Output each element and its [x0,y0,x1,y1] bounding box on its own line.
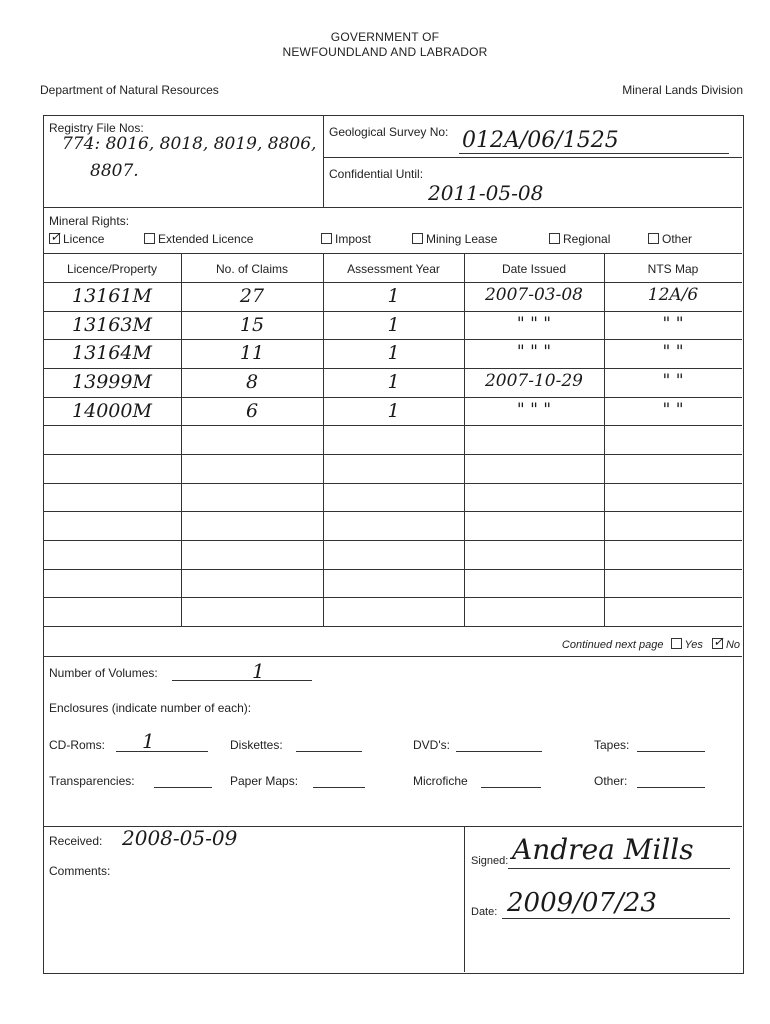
regional-checkbox[interactable] [549,233,560,244]
table-cell-nts[interactable]: " " [662,371,684,391]
table-cell-claims[interactable]: 27 [239,285,265,307]
table-cell-licence[interactable]: 13163M [72,314,152,336]
mining-lease-checkbox[interactable] [412,233,423,244]
confidential-value: 2011-05-08 [428,181,544,205]
date-line [502,918,730,919]
diskettes-label: Diskettes: [230,738,283,752]
col-header-claims: No. of Claims [215,262,289,276]
signed-line [508,868,730,869]
volumes-value[interactable]: 1 [252,659,265,683]
row-line [43,483,742,484]
row-line [43,569,742,570]
col-divider [604,253,605,626]
divider [464,826,465,972]
papermaps-label: Paper Maps: [230,774,299,788]
other-line[interactable] [637,787,705,788]
table-cell-date[interactable]: " " " [516,342,552,362]
option-licence[interactable]: ✓ Licence [50,229,105,246]
registry-label: Registry File Nos: [49,121,144,135]
volumes-label: Number of Volumes: [49,666,158,680]
continued-row [561,634,740,651]
row-line [43,339,742,340]
enclosures-label: Enclosures (indicate number of each): [49,701,252,715]
comments-label: Comments: [49,864,111,878]
row-line [43,368,742,369]
licence-checkbox[interactable]: ✓ [50,229,61,244]
received-value[interactable]: 2008-05-09 [122,826,238,850]
table-cell-nts[interactable]: " " [662,400,684,420]
table-cell-assessment[interactable]: 1 [387,400,400,422]
row-line [43,454,742,455]
continued-label: Continued next page [561,639,664,651]
microfiche-label: Microfiche [413,774,468,788]
table-cell-claims[interactable]: 15 [239,314,265,336]
header-row-line [43,282,742,283]
other-checkbox[interactable] [648,233,659,244]
papermaps-line[interactable] [313,787,365,788]
survey-label: Geological Survey No: [329,125,449,139]
tapes-line[interactable] [637,751,705,752]
mineral-rights-label: Mineral Rights: [49,214,130,228]
row-line [43,540,742,541]
cdroms-label: CD-Roms: [49,738,105,752]
header-line-2: NEWFOUNDLAND AND LABRADOR [282,45,488,59]
diskettes-line[interactable] [296,751,362,752]
table-cell-assessment[interactable]: 1 [387,285,400,307]
volumes-line [172,680,312,681]
col-divider [464,253,465,626]
no-label: No [725,639,740,651]
received-label: Received: [49,834,103,848]
table-cell-licence[interactable]: 14000M [72,400,152,422]
col-header-assessment: Assessment Year [347,262,440,276]
divider [323,115,324,207]
table-bottom-line [43,626,742,627]
col-divider [323,253,324,626]
confidential-label: Confidential Until: [329,167,424,181]
table-cell-assessment[interactable]: 1 [387,342,400,364]
registry-value-line-1: 774: 8016, 8018, 8019, 8806, [62,134,317,154]
table-cell-licence[interactable]: 13161M [72,285,152,307]
impost-checkbox[interactable] [321,233,332,244]
cdroms-line [116,751,208,752]
other-label: Other: [594,774,628,788]
table-cell-licence[interactable]: 13164M [72,342,152,364]
col-header-licence: Licence/Property [66,262,158,276]
transparencies-line[interactable] [154,787,212,788]
option-other[interactable]: Other [648,232,692,246]
header-line-1: GOVERNMENT OF [330,30,440,44]
table-cell-nts[interactable]: " " [662,342,684,362]
dvds-line[interactable] [456,751,542,752]
table-cell-claims[interactable]: 8 [245,371,259,393]
table-cell-claims[interactable]: 6 [245,400,259,422]
table-top-line [43,253,742,254]
signature[interactable]: Andrea Mills [512,833,694,866]
row-line [43,511,742,512]
table-cell-date[interactable]: " " " [516,314,552,334]
tapes-label: Tapes: [594,738,630,752]
date-value[interactable]: 2009/07/23 [507,888,657,918]
option-mining-lease[interactable]: Mining Lease [412,232,497,246]
col-divider [181,253,182,626]
table-cell-nts[interactable]: " " [662,314,684,334]
transparencies-label: Transparencies: [49,774,135,788]
extended-licence-checkbox[interactable] [144,233,155,244]
table-cell-date[interactable]: 2007-03-08 [484,285,583,305]
option-extended-licence[interactable]: Extended Licence [144,232,253,246]
survey-value: 012A/06/1525 [462,128,619,153]
table-cell-assessment[interactable]: 1 [387,371,400,393]
table-cell-licence[interactable]: 13999M [72,371,152,393]
date-label: Date: [471,906,498,918]
division-label: Mineral Lands Division [622,83,743,97]
row-line [43,311,742,312]
divider [323,157,742,158]
row-line [43,597,742,598]
option-regional[interactable]: Regional [549,232,610,246]
table-cell-claims[interactable]: 11 [239,342,265,364]
table-cell-assessment[interactable]: 1 [387,314,400,336]
signed-label: Signed: [471,855,509,867]
row-line [43,397,742,398]
row-line [43,425,742,426]
col-header-date: Date Issued [501,262,567,276]
divider [43,207,742,208]
yes-label: Yes [684,639,703,651]
option-impost[interactable]: Impost [321,232,371,246]
department-label: Department of Natural Resources [40,83,219,97]
continued-yes-checkbox[interactable] [671,638,682,649]
survey-underline [459,153,729,154]
col-header-nts: NTS Map [647,262,699,276]
cdroms-value[interactable]: 1 [142,729,155,753]
table-cell-date[interactable]: 2007-10-29 [484,371,583,391]
microfiche-line[interactable] [481,787,541,788]
divider [43,656,742,657]
registry-value-line-2: 8807. [90,161,139,181]
continued-no-checkbox[interactable]: ✓ [712,634,724,649]
table-cell-date[interactable]: " " " [516,400,552,420]
dvds-label: DVD's: [413,738,450,752]
table-cell-nts[interactable]: 12A/6 [647,285,699,305]
